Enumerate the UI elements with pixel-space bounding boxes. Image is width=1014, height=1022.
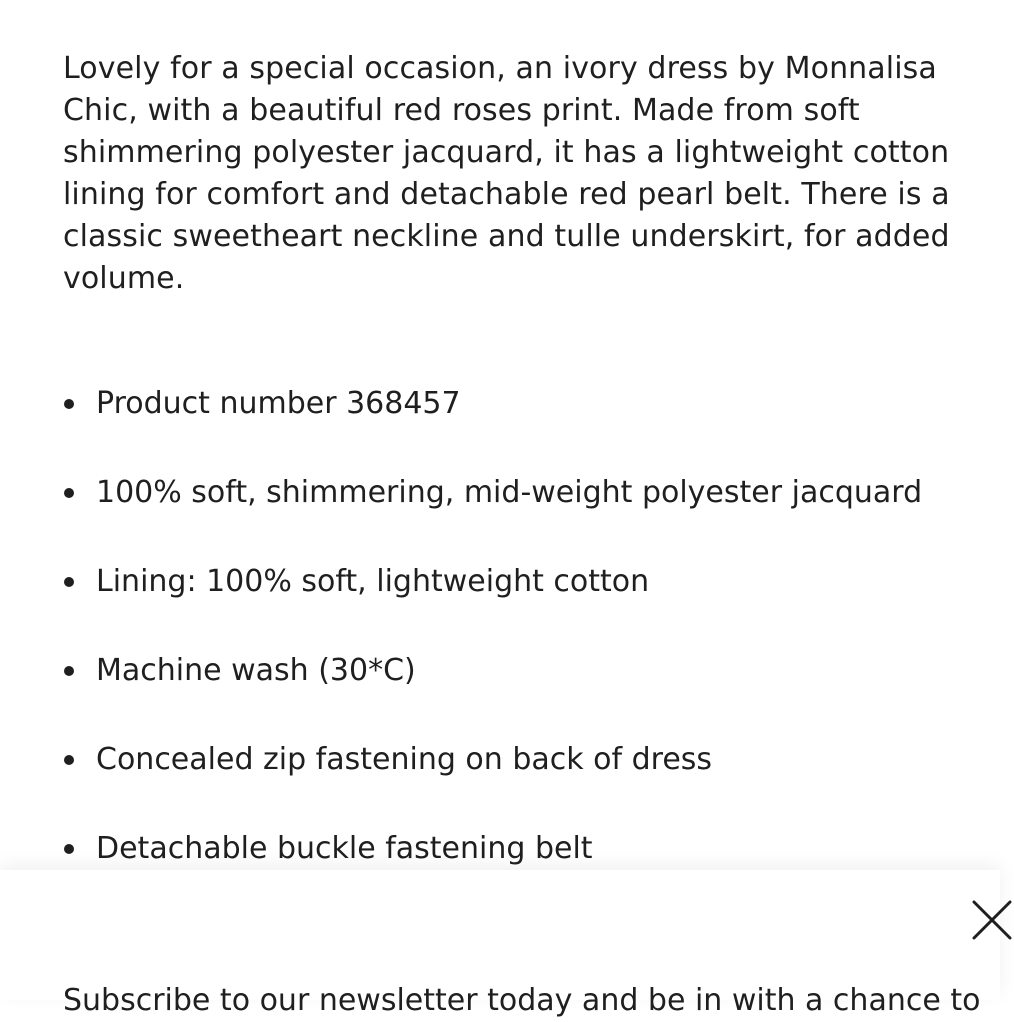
feature-text: Detachable buckle fastening belt <box>96 831 593 866</box>
newsletter-popup <box>0 870 1000 1018</box>
list-item <box>63 382 953 471</box>
bullet-icon <box>64 666 74 676</box>
newsletter-text: Subscribe to our newsletter today and be in with a chance to <box>63 983 981 1018</box>
list-item <box>63 738 953 827</box>
bullet-icon <box>64 844 74 854</box>
list-item <box>63 471 953 560</box>
feature-text: 100% soft, shimmering, mid-weight polyester jacquard <box>96 475 923 510</box>
bullet-icon <box>64 577 74 587</box>
close-icon <box>970 898 1014 942</box>
product-details <box>63 48 953 300</box>
close-button[interactable] <box>970 898 1014 942</box>
bullet-icon <box>64 488 74 498</box>
list-item <box>63 560 953 649</box>
bullet-icon <box>64 755 74 765</box>
product-features-list <box>63 382 953 916</box>
product-description: Lovely for a special occasion, an ivory dress by Monnalisa Chic, with a beautiful red roses print. Made from soft shimmering polyester jacquard, it has a lightweight cotton lining for comfort and detachable red pearl belt. There is a classic sweetheart neckline and tulle underskirt, for added volume. <box>63 51 950 296</box>
feature-text: Product number 368457 <box>96 386 461 421</box>
list-item <box>63 649 953 738</box>
feature-text: Machine wash (30*C) <box>96 653 416 688</box>
feature-text: Lining: 100% soft, lightweight cotton <box>96 564 650 599</box>
feature-text: Concealed zip fastening on back of dress <box>96 742 713 777</box>
bullet-icon <box>64 399 74 409</box>
